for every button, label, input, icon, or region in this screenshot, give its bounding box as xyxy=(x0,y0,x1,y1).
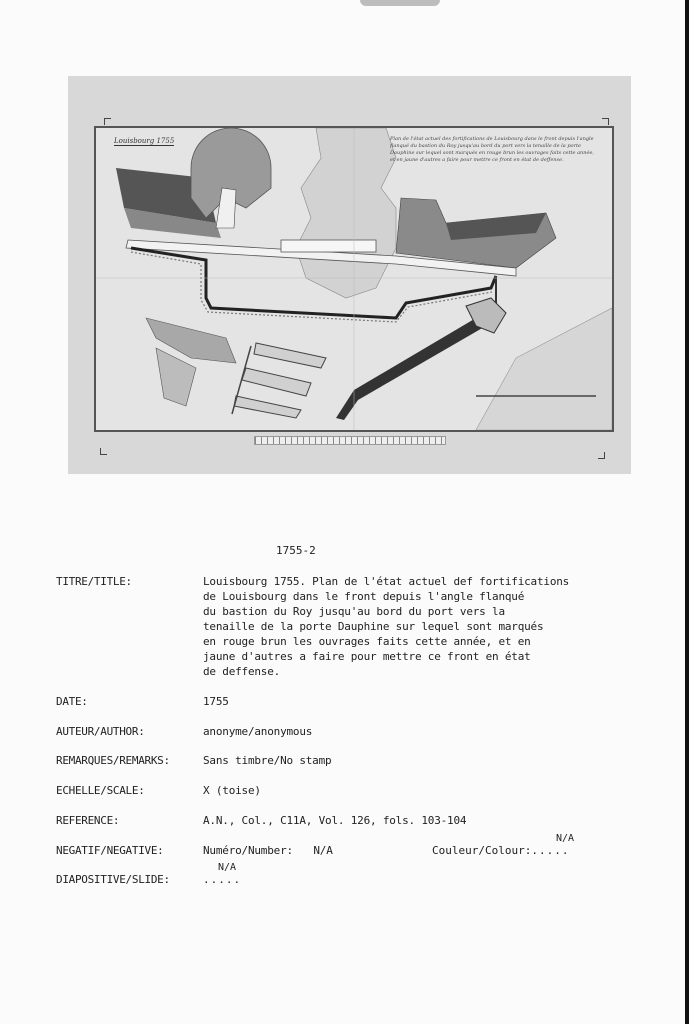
crop-mark xyxy=(104,118,111,125)
reference-label: REFERENCE: xyxy=(56,814,120,827)
title-line: de deffense. xyxy=(203,665,281,678)
crop-mark xyxy=(100,448,107,455)
crop-mark xyxy=(598,452,605,459)
remarks-label: REMARQUES/REMARKS: xyxy=(56,754,170,767)
colour-value: N/A xyxy=(556,833,575,844)
slide-label: DIAPOSITIVE/SLIDE: xyxy=(56,873,170,886)
title-label: TITRE/TITLE: xyxy=(56,575,132,588)
title-line: Louisbourg 1755. Plan de l'état actuel def fortifications xyxy=(203,575,570,588)
negative-number xyxy=(203,843,643,858)
slide-value: N/A xyxy=(218,862,237,873)
slide-dots xyxy=(203,872,643,887)
title-value xyxy=(203,574,643,679)
date-value: 1755 xyxy=(203,695,229,708)
scale-label: ECHELLE/SCALE: xyxy=(56,784,145,797)
fortification-plan xyxy=(94,126,614,432)
scale-value: X (toise) xyxy=(203,784,261,797)
slide-dots-text: ..... xyxy=(203,873,242,886)
title-line: de Louisbourg dans le front depuis l'angle flanqué xyxy=(203,590,525,603)
colour-field xyxy=(432,843,569,858)
scan-edge xyxy=(685,0,689,1024)
colour-dots: ..... xyxy=(531,844,570,857)
map-title-label: Louisbourg 1755 xyxy=(114,137,175,145)
map-photograph xyxy=(68,76,631,474)
negative-number-value: N/A xyxy=(313,844,333,857)
title-line: en rouge brun les ouvrages faits cette année, et en xyxy=(203,635,531,648)
map-cartouche-text: Plan de l'état actuel des fortifications de Louisbourg dans le front depuis l'angle flanqué du bastion du Roy jusqu'au bord du port vers la tenaille de la porte Dauphine sur lequel sont marqués en rouge brun les ouvrages faits cette année, et en jaune d'autres a faire pour mettre ce front en état de deffense. xyxy=(390,136,594,163)
date-label: DATE: xyxy=(56,695,88,708)
scale-ruler xyxy=(254,436,446,445)
author-value: anonyme/anonymous xyxy=(203,725,313,738)
crop-mark xyxy=(602,118,609,125)
negative-label: NEGATIF/NEGATIVE: xyxy=(56,844,164,857)
title-line: tenaille de la porte Dauphine sur lequel sont marqués xyxy=(203,620,544,633)
colour-label: Couleur/Colour: xyxy=(432,844,532,857)
reference-value: A.N., Col., C11A, Vol. 126, fols. 103-104 xyxy=(203,814,467,827)
scan-smudge xyxy=(360,0,440,6)
reference-number: 1755-2 xyxy=(276,544,316,557)
title-line: du bastion du Roy jusqu'au bord du port vers la xyxy=(203,605,505,618)
negative-number-label: Numéro/Number: xyxy=(203,844,293,857)
author-label: AUTEUR/AUTHOR: xyxy=(56,725,145,738)
remarks-value: Sans timbre/No stamp xyxy=(203,754,332,767)
title-line: jaune d'autres a faire pour mettre ce front en état xyxy=(203,650,531,663)
